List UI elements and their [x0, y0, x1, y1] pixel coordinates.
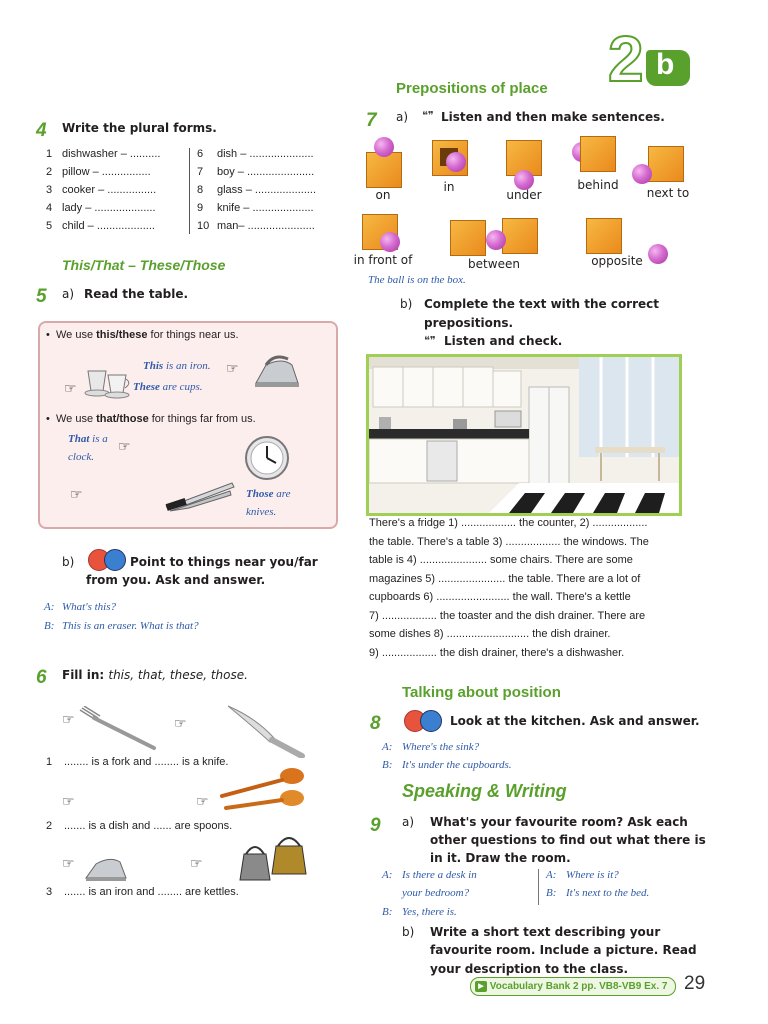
label-between: between	[468, 257, 520, 271]
label-next-to: next to	[646, 186, 690, 200]
exercise-5b-text-line2: from you. Ask and answer.	[86, 573, 266, 587]
exercise-9b-line1: Write a short text describing your	[430, 925, 661, 939]
cube-next-to	[648, 146, 684, 182]
kettles-image	[236, 830, 316, 886]
ball-in	[446, 152, 466, 172]
pointing-hand-icon: ☞	[64, 381, 77, 397]
exercise-8-text: Look at the kitchen. Ask and answer.	[450, 714, 700, 728]
list-item: 3 cooker – ................	[46, 184, 157, 196]
play-icon: ▶	[475, 981, 487, 992]
exercise-7-text	[369, 514, 681, 662]
exercise-9b-line3: your description to the class.	[430, 962, 629, 976]
iron-small-image	[84, 854, 130, 884]
cups-image	[84, 367, 134, 399]
pointing-hand-icon: ☞	[62, 794, 75, 810]
exercise-9a-line1: What's your favourite room? Ask each	[430, 815, 688, 829]
exercise-7b-line3: Listen and check.	[444, 334, 563, 348]
knives-example-line1: Those are	[246, 488, 291, 500]
exercise-4-number: 4	[36, 120, 47, 141]
exercise-5a-text: Read the table.	[84, 287, 189, 301]
dialogue-line: your bedroom?	[402, 887, 470, 899]
text-line: magazines 5) ...................... the table. There are a lot of	[369, 572, 641, 585]
section-heading-this-that: This/That – These/Those	[62, 257, 226, 273]
dialogue-line: B: It's next to the bed.	[546, 887, 650, 899]
exercise-7a-label: a)	[396, 110, 409, 124]
kitchen-photo	[366, 354, 682, 516]
ball-opposite	[648, 244, 668, 264]
label-under: under	[506, 188, 542, 202]
exercise-9a-line3: in it. Draw the room.	[430, 851, 571, 865]
knives-example-line2: knives.	[246, 506, 277, 518]
list-divider	[189, 148, 190, 234]
ball-between	[486, 230, 506, 250]
label-behind: behind	[577, 178, 619, 192]
exercise-9b-label: b)	[402, 925, 415, 939]
pointing-hand-icon: ☞	[62, 856, 75, 872]
lesson-badge	[608, 23, 688, 95]
list-item: 5 child – ...................	[46, 220, 155, 232]
exercise-7b-line2: prepositions.	[424, 316, 514, 330]
list-item: 8 glass – ....................	[197, 184, 317, 196]
exercise-7b-label: b)	[400, 297, 413, 311]
label-on: on	[375, 188, 391, 202]
dialogue-line: B: It's under the cupboards.	[382, 759, 512, 771]
list-item: 2 pillow – ................	[46, 166, 151, 178]
dialogue-line: A: What's this?	[44, 601, 116, 613]
list-item: 10 man– ......................	[197, 220, 315, 232]
section-heading-speaking-writing: Speaking & Writing	[402, 781, 567, 801]
list-item: 6 dish – .....................	[197, 148, 314, 160]
rule-near: • We use this/these for things near us.	[46, 329, 239, 341]
exercise-6-instruction: Fill in: this, that, these, those.	[62, 668, 248, 682]
pointing-hand-icon: ☞	[226, 361, 239, 377]
label-in-front-of: in front of	[353, 253, 413, 267]
ball-next-to	[632, 164, 652, 184]
exercise-6-item: 3 ....... is an iron and ........ are kettles.	[46, 886, 239, 898]
knives-image	[164, 477, 236, 513]
text-line: There's a fridge 1) .................. the counter, 2) ..................	[369, 517, 648, 529]
list-item: 7 boy – ......................	[197, 166, 315, 178]
list-item: 1 dishwasher – ..........	[46, 148, 161, 160]
pointing-hand-icon: ☞	[174, 716, 187, 732]
pointing-hand-icon: ☞	[196, 794, 209, 810]
exercise-5a-label: a)	[62, 287, 75, 301]
grammar-box	[38, 321, 338, 529]
section-heading-talking: Talking about position	[402, 684, 561, 701]
audio-icon: ❝❞	[424, 334, 436, 347]
exercise-6-item: 1 ........ is a fork and ........ is a knife.	[46, 756, 229, 768]
dialogue-line: A: Where is it?	[546, 869, 619, 881]
ball-under	[514, 170, 534, 190]
page-number: 29	[684, 973, 706, 994]
text-line: 7) .................. the toaster and the dish drainer. There are	[369, 609, 646, 622]
exercise-7-example: The ball is on the box.	[368, 274, 466, 286]
cube-on	[366, 152, 402, 188]
pointing-hand-icon: ☞	[70, 487, 83, 503]
rule-far: • We use that/those for things far from us.	[46, 413, 256, 425]
text-line: 9) .................. the dish drainer, there's a dishwasher.	[369, 646, 625, 659]
dialogue-line: A: Where's the sink?	[382, 741, 480, 753]
exercise-9a-label: a)	[402, 815, 415, 829]
cube-behind	[580, 136, 616, 172]
lesson-number: 2	[608, 23, 644, 95]
speaking-pair-icon	[88, 549, 128, 569]
clock-example-line2: clock.	[68, 451, 94, 463]
cube-between-left	[450, 220, 486, 256]
list-item: 4 lady – ....................	[46, 202, 156, 214]
exercise-7-number: 7	[366, 110, 377, 131]
lesson-letter: b	[656, 48, 675, 81]
pointing-hand-icon: ☞	[190, 856, 203, 872]
iron-image	[252, 351, 302, 391]
pointing-hand-icon: ☞	[62, 712, 75, 728]
label-in: in	[443, 180, 455, 194]
label-opposite: opposite	[591, 254, 643, 268]
exercise-4-instruction: Write the plural forms.	[62, 121, 217, 135]
dialogue-line: A: Is there a desk in	[382, 869, 477, 881]
cube-between-right	[502, 218, 538, 254]
ball-on	[374, 137, 394, 157]
exercise-5-number: 5	[36, 286, 47, 307]
exercise-6-number: 6	[36, 667, 47, 688]
exercise-7a-text: Listen and then make sentences.	[441, 110, 665, 124]
vocabulary-bank-label: Vocabulary Bank 2 pp. VB8-VB9 Ex. 7	[489, 981, 668, 992]
dialogue-line: B: This is an eraser. What is that?	[44, 620, 199, 632]
exercise-9a-line2: other questions to find out what there is	[430, 833, 706, 847]
fork-image	[78, 706, 158, 752]
dialogue-divider	[538, 869, 539, 905]
knife-image	[226, 704, 306, 758]
clock-image	[240, 435, 294, 481]
text-line: the table. There's a table 3) .................. the windows. The	[369, 535, 649, 548]
text-line: cupboards 6) ........................ the wall. There's a kettle	[369, 591, 631, 603]
pointing-hand-icon: ☞	[118, 439, 131, 455]
section-heading-prepositions: Prepositions of place	[396, 80, 548, 97]
cups-example: These are cups.	[133, 381, 203, 393]
exercise-9b-line2: favourite room. Include a picture. Read	[430, 943, 697, 957]
list-item: 9 knife – ....................	[197, 202, 314, 214]
audio-icon: ❝❞	[422, 109, 434, 122]
exercise-7b-line1: Complete the text with the correct	[424, 297, 660, 311]
speaking-pair-icon	[404, 710, 444, 730]
vocabulary-bank-link[interactable]	[470, 977, 676, 996]
text-line: some dishes 8) ........................... the dish drainer.	[369, 628, 611, 640]
spoons-image	[218, 766, 308, 812]
text-line: table is 4) ...................... some chairs. There are some	[369, 554, 633, 566]
ball-in-front-of	[380, 232, 400, 252]
cube-opposite	[586, 218, 622, 254]
iron-example: This is an iron.	[143, 360, 211, 372]
exercise-9-number: 9	[370, 815, 381, 836]
exercise-5b-label: b)	[62, 555, 75, 569]
clock-example-line1: That is a	[68, 433, 108, 445]
exercise-6-item: 2 ....... is a dish and ...... are spoons.	[46, 820, 233, 832]
exercise-8-number: 8	[370, 713, 381, 734]
exercise-5b-text-line1: Point to things near you/far	[130, 555, 318, 569]
dialogue-line: B: Yes, there is.	[382, 906, 457, 918]
